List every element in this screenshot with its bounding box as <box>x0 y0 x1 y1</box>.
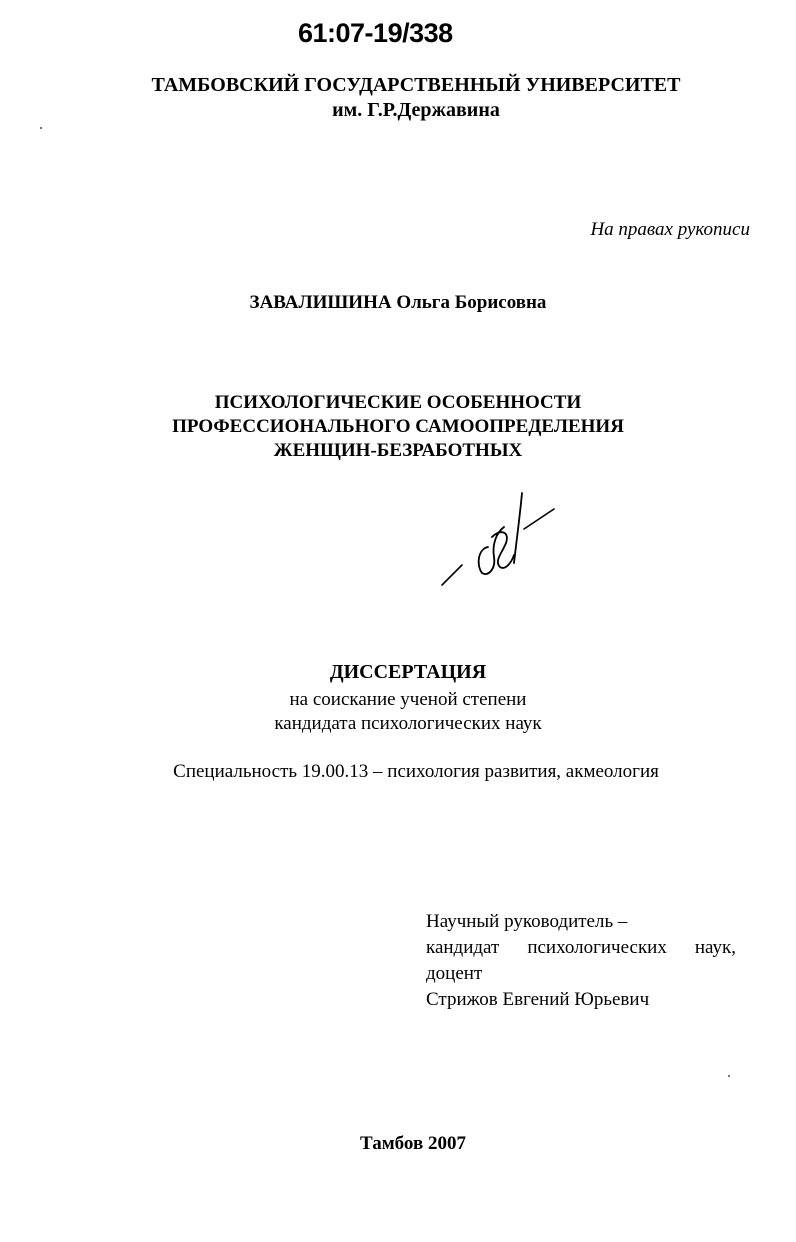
university-name: ТАМБОВСКИЙ ГОСУДАРСТВЕННЫЙ УНИВЕРСИТЕТ <box>151 74 681 96</box>
city-year: Тамбов 2007 <box>360 1133 466 1154</box>
supervisor-degree-word: наук, <box>694 937 736 958</box>
scan-speck <box>728 1075 730 1077</box>
supervisor-degree <box>426 935 736 961</box>
supervisor-name: Стрижов Евгений Юрьевич <box>426 989 650 1010</box>
title-line: ПРОФЕССИОНАЛЬНОГО САМООПРЕДЕЛЕНИЯ <box>172 416 624 437</box>
specialty: Специальность 19.00.13 – психология развития, акмеология <box>173 761 659 782</box>
document-code: 61:07-19/338 <box>298 18 453 48</box>
degree-statement <box>0 688 796 736</box>
rights-note: На правах рукописи <box>590 219 750 240</box>
supervisor-rank: доцент <box>426 963 483 984</box>
degree-line: кандидата психологических наук <box>274 713 542 734</box>
supervisor-degree-word: психологических <box>527 937 667 958</box>
work-type: ДИССЕРТАЦИЯ <box>329 661 487 683</box>
author-name: ЗАВАЛИШИНА Ольга Борисовна <box>249 292 547 313</box>
university-header <box>0 73 796 123</box>
supervisor-block <box>426 909 736 1013</box>
dissertation-title <box>0 391 796 463</box>
supervisor-role: Научный руководитель – <box>426 911 628 932</box>
university-subtitle: им. Г.Р.Державина <box>332 99 500 121</box>
scan-speck <box>40 127 42 129</box>
degree-line: на соискание ученой степени <box>289 689 527 710</box>
title-line: ЖЕНЩИН-БЕЗРАБОТНЫХ <box>273 440 523 461</box>
handwritten-signature <box>440 485 565 595</box>
title-line: ПСИХОЛОГИЧЕСКИЕ ОСОБЕННОСТИ <box>214 392 582 413</box>
supervisor-degree-word: кандидат <box>426 937 500 958</box>
